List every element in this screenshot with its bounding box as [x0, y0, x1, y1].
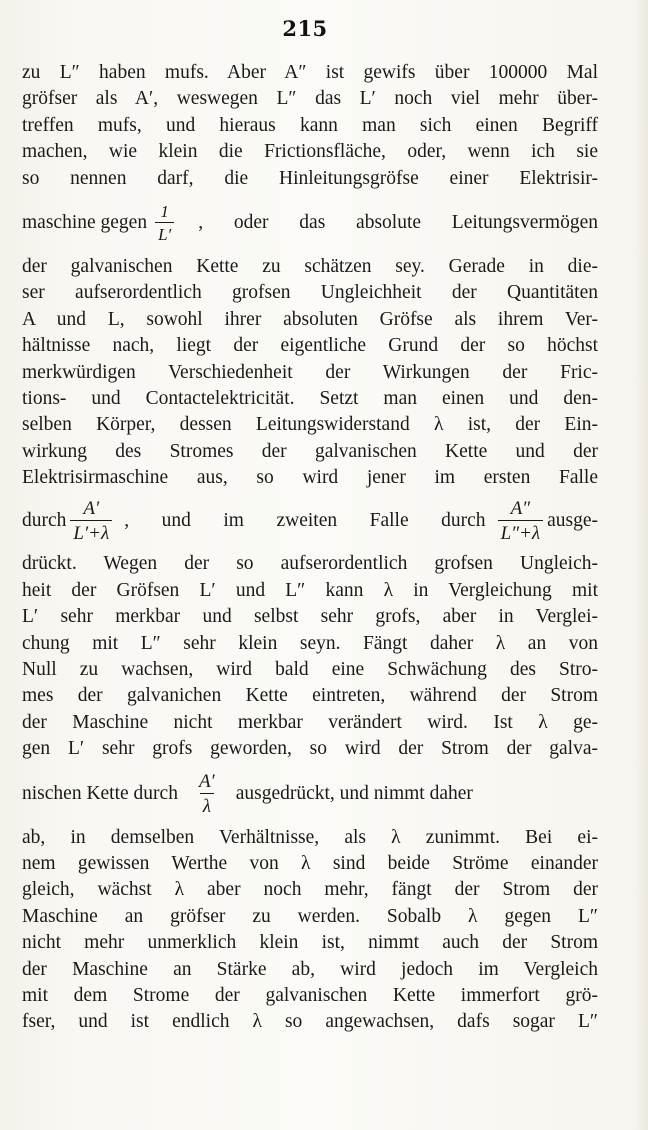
text-segment: , oder das absolute Leitungsvermögen	[198, 211, 598, 233]
fraction-numerator: 1	[160, 201, 169, 221]
text-line: gen L′ sehr grofs geworden, so wird der Strom der galva-	[22, 738, 598, 760]
formula-line	[22, 192, 598, 254]
text-line: mit dem Strome der galvanischen Kette immerfort grö-	[22, 984, 598, 1006]
text-line: chung mit L″ sehr klein seyn. Fängt daher λ an von	[22, 632, 598, 654]
text-line: A und L, sowohl ihrer absoluten Gröfse als ihrem Ver-	[22, 308, 598, 330]
text-line: tions- und Contactelektricität. Setzt man einen und den-	[22, 387, 598, 409]
formula-line	[22, 763, 598, 825]
text-line: treffen mufs, und hieraus kann man sich einen Begriff	[22, 114, 598, 136]
formula-line	[22, 491, 598, 551]
text-line: heit der Gröfsen L′ und L″ kann λ in Vergleichung mit	[22, 579, 598, 601]
text-line: nicht mehr unmerklich klein ist, nimmt auch der Strom	[22, 932, 598, 954]
fraction	[498, 499, 544, 543]
text-line: merkwürdigen Verschiedenheit der Wirkungen der Fric-	[22, 361, 598, 383]
fraction	[155, 203, 174, 243]
text-line: ab, in demselben Verhältnisse, als λ zunimmt. Bei ei-	[22, 826, 598, 848]
text-line: machen, wie klein die Frictionsfläche, oder, wenn ich sie	[22, 141, 598, 163]
text-line: selben Körper, dessen Leitungswiderstand λ ist, der Ein-	[22, 414, 598, 436]
text-line: nem gewissen Werthe von λ sind beide Ströme einander	[22, 852, 598, 874]
text-line: fser, und ist endlich λ so angewachsen, dafs sogar L″	[22, 1011, 598, 1033]
text-line: so nennen darf, die Hinleitungsgröfse einer Elektrisir-	[22, 167, 598, 189]
page-edge-shadow	[634, 0, 648, 1130]
text-line: zu L″ haben mufs. Aber A″ ist gewifs über 100000 Mal	[22, 62, 598, 83]
text-line: drückt. Wegen der so aufserordentlich grofsen Ungleich-	[22, 553, 598, 575]
text-line: Maschine an gröfser zu werden. Sobalb λ gegen L″	[22, 905, 598, 927]
fraction	[70, 499, 112, 543]
fraction-numerator: A″	[510, 498, 531, 520]
text-segment: durch	[22, 510, 67, 532]
fraction-denominator: λ	[200, 793, 214, 816]
text-line: Null zu wachsen, wird bald eine Schwächung des Stro-	[22, 659, 598, 681]
text-segment: ausgedrückt, und nimmt daher	[235, 782, 473, 804]
fraction	[196, 772, 218, 816]
text-line: L′ sehr merkbar und selbst sehr grofs, aber in Verglei-	[22, 606, 598, 628]
text-line: hältnisse nach, liegt der eigentliche Grund der so höchst	[22, 335, 598, 357]
text-segment: nischen Kette durch	[22, 782, 178, 804]
text-line: der Maschine nicht merkbar verändert wird. Ist λ ge-	[22, 711, 598, 733]
text-line: mes der galvanichen Kette eintreten, während der Strom	[22, 685, 598, 707]
text-line: ser aufserordentlich grofsen Ungleichheit der Quantitäten	[22, 282, 598, 304]
body-text	[22, 60, 598, 1036]
fraction-numerator: A′	[83, 498, 100, 520]
fraction-denominator: L″+λ	[498, 520, 544, 543]
text-segment: ausge-	[547, 510, 598, 532]
text-line: gröfser als A′, weswegen L″ das L′ noch viel mehr über-	[22, 88, 598, 110]
text-line: Elektrisirmaschine aus, so wird jener im ersten Falle	[22, 467, 598, 489]
text-segment: maschine gegen	[22, 211, 148, 233]
fraction-denominator: L′	[155, 222, 174, 243]
text-line: der Maschine an Stärke ab, wird jedoch im Vergleich	[22, 958, 598, 980]
text-line: wirkung des Stromes der galvanischen Kette und der	[22, 440, 598, 462]
text-line: der galvanischen Kette zu schätzen sey. Gerade in die-	[22, 255, 598, 277]
page-number: 215	[282, 16, 328, 41]
fraction-denominator: L′+λ	[70, 520, 112, 543]
fraction-numerator: A′	[198, 770, 215, 792]
text-segment: , und im zweiten Falle durch	[124, 510, 486, 532]
text-line: gleich, wächst λ aber noch mehr, fängt der Strom der	[22, 879, 598, 901]
